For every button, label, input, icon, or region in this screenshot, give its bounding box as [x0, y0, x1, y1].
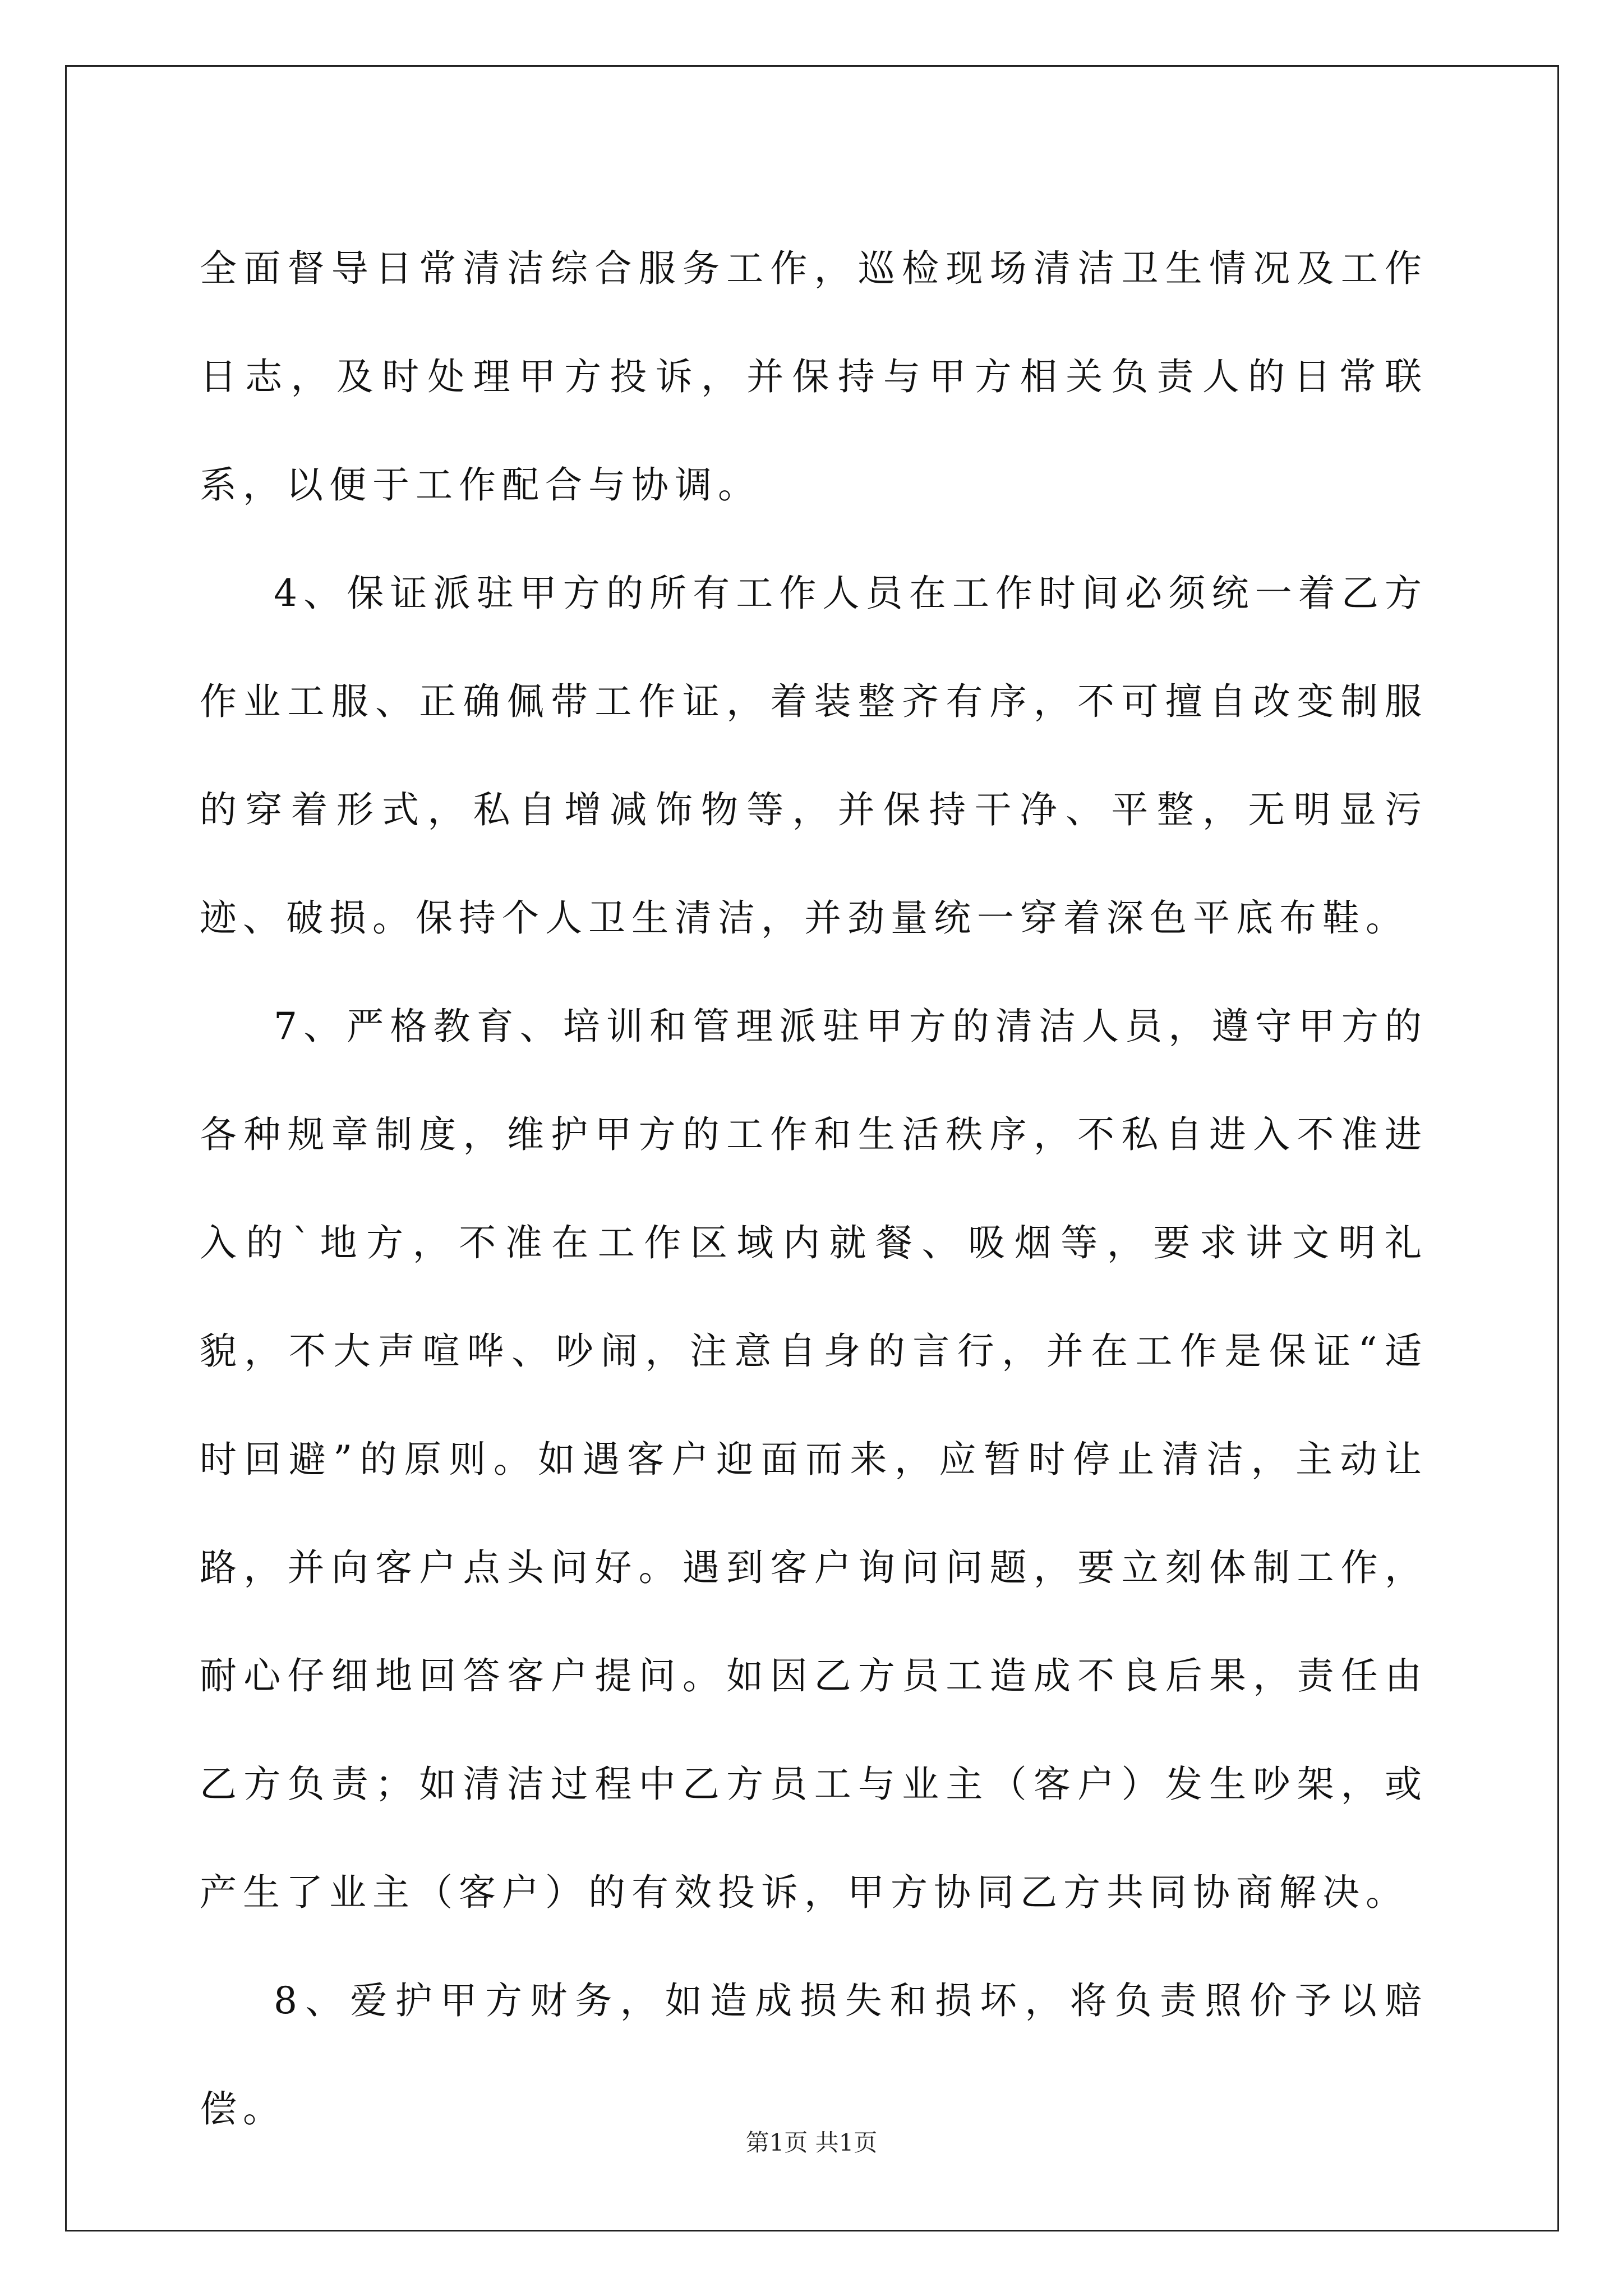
paragraph-item-8: 8、爱护甲方财务，如造成损失和损坏，将负责照价予以赔偿。: [200, 1979, 1428, 2131]
document-body: [200, 214, 1428, 2163]
page-number-footer: 第1页 共1页: [745, 2129, 878, 2156]
paragraph-continuation: 全面督导日常清洁综合服务工作，巡检现场清洁卫生情况及工作日志，及时处理甲方投诉，并保持与甲方相关负责人的日常联系，以便于工作配合与协调。: [200, 247, 1428, 507]
paragraph-item-4: 4、保证派驻甲方的所有工作人员在工作时间必须统一着乙方作业工服、正确佩带工作证，着装整齐有序，不可擅自改变制服的穿着形式，私自增减饰物等，并保持干净、平整，无明显污迹、破损。保持个人卫生清洁，并劲量统一穿着深色平底布鞋。: [200, 572, 1428, 940]
paragraph-item-7: 7、严格教育、培训和管理派驻甲方的清洁人员，遵守甲方的各种规章制度，维护甲方的工作和生活秩序，不私自进入不准进入的`地方，不准在工作区域内就餐、吸烟等，要求讲文明礼貌，不大声喧哗、吵闹，注意自身的言行，并在工作是保证“适时回避”的原则。如遇客户迎面而来，应暂时停止清洁，主动让路，并向客户点头问好。遇到客户询问问题，要立刻体制工作，耐心仔细地回答客户提问。如因乙方员工造成不良后果，责任由乙方负责；如清洁过程中乙方员工与业主（客户）发生吵架，或产生了业主（客户）的有效投诉，甲方协同乙方共同协商解决。: [200, 1005, 1428, 1914]
